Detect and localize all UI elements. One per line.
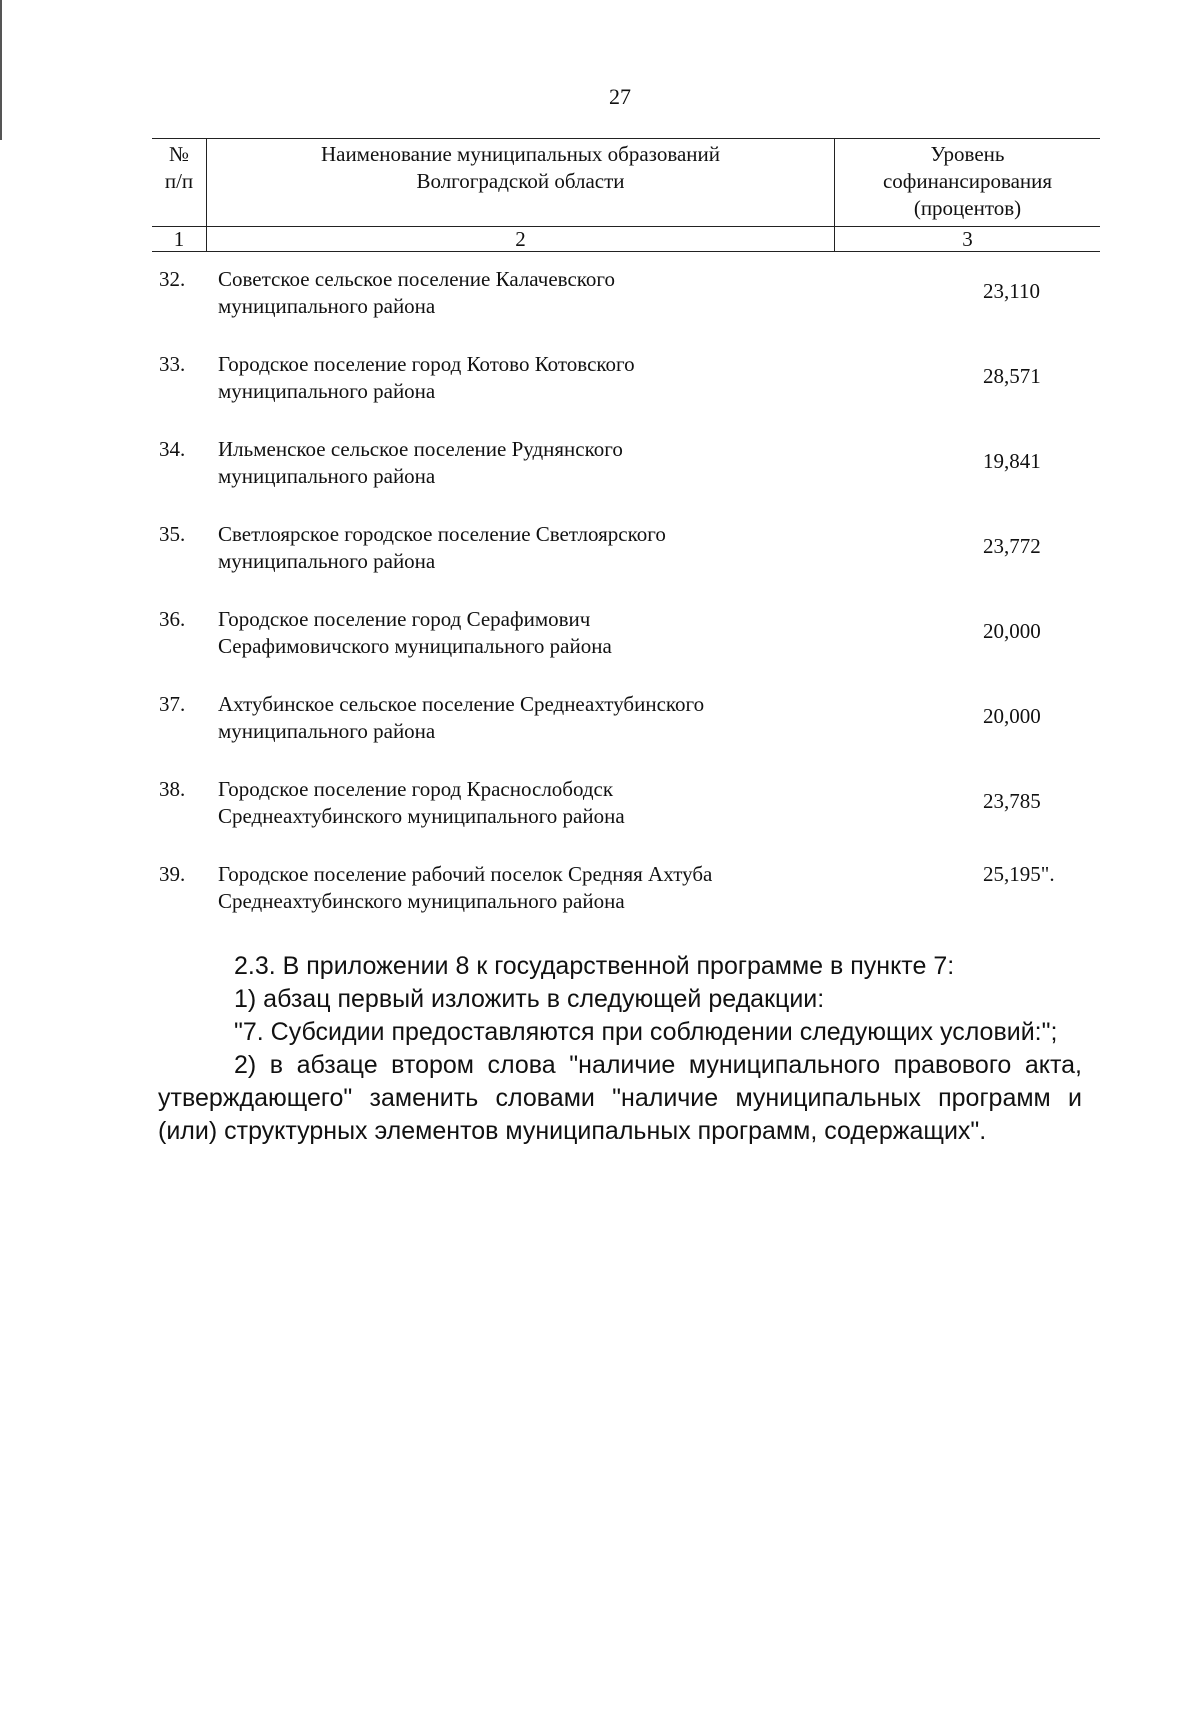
row-number: 39.: [159, 862, 186, 886]
table-row: [152, 677, 1100, 762]
row-municipality: Городское поселение рабочий поселок Средняя Ахтуба Среднеахтубинского муниципального района: [218, 862, 713, 913]
row-number: 34.: [159, 437, 186, 461]
paragraph-item-1: 1) абзац первый изложить в следующей редакции:: [234, 985, 825, 1013]
header-number: № п/п: [164, 142, 194, 193]
scan-edge-mark: [0, 0, 2, 140]
row-municipality: Советское сельское поселение Калачевского муниципального района: [218, 267, 616, 318]
column-numbers: [152, 227, 1100, 252]
row-value: 28,571: [983, 364, 1041, 388]
paragraph-2-3: 2.3. В приложении 8 к государственной программе в пункте 7:: [234, 952, 955, 980]
header-cofinancing-level: Уровень софинансирования (процентов): [834, 139, 1100, 226]
row-municipality: Ахтубинское сельское поселение Среднеахтубинского муниципального района: [218, 692, 705, 743]
row-municipality: Городское поселение город Краснослободск Среднеахтубинского муниципального района: [218, 777, 625, 828]
row-municipality: Светлоярское городское поселение Светлоярского муниципального района: [218, 522, 666, 573]
table-row: [152, 422, 1100, 507]
column-number-2: 2: [206, 227, 834, 251]
amendment-text: [158, 950, 1082, 1148]
table-row: [152, 847, 1100, 932]
header-municipality: Наименование муниципальных образований Волгоградской области: [206, 139, 834, 226]
row-value: 20,000: [983, 704, 1041, 728]
paragraph-quote: "7. Субсидии предоставляются при соблюдении следующих условий:";: [234, 1018, 1058, 1046]
table-row: [152, 337, 1100, 422]
row-value: 23,772: [983, 534, 1041, 558]
table-row: [152, 252, 1100, 337]
column-number-1: 1: [173, 227, 185, 251]
row-municipality: Городское поселение город Серафимович Серафимовичского муниципального района: [218, 607, 612, 658]
row-municipality: Ильменское сельское поселение Руднянского муниципального района: [218, 437, 623, 488]
table-row: [152, 592, 1100, 677]
table-row: [152, 507, 1100, 592]
row-value: 23,110: [983, 279, 1040, 303]
table-header: [152, 138, 1100, 227]
page-number: 27: [609, 84, 631, 109]
cofinancing-table: [152, 138, 1100, 932]
row-value: 23,785: [983, 789, 1041, 813]
row-number: 33.: [159, 352, 186, 376]
row-number: 36.: [159, 607, 186, 631]
table-row: [152, 762, 1100, 847]
paragraph-item-2: 2) в абзаце втором слова "наличие муниципального правового акта, утверждающего" заменить словами "наличие муниципальных программ и (или) структурных элементов муниципальных программ, содержащих".: [158, 1051, 1082, 1145]
column-number-3: 3: [834, 227, 1100, 251]
row-value: 19,841: [983, 449, 1041, 473]
row-number: 37.: [159, 692, 186, 716]
row-value: 25,195".: [983, 862, 1055, 886]
row-number: 32.: [159, 267, 186, 291]
row-number: 35.: [159, 522, 186, 546]
row-number: 38.: [159, 777, 186, 801]
row-municipality: Городское поселение город Котово Котовского муниципального района: [218, 352, 635, 403]
row-value: 20,000: [983, 619, 1041, 643]
